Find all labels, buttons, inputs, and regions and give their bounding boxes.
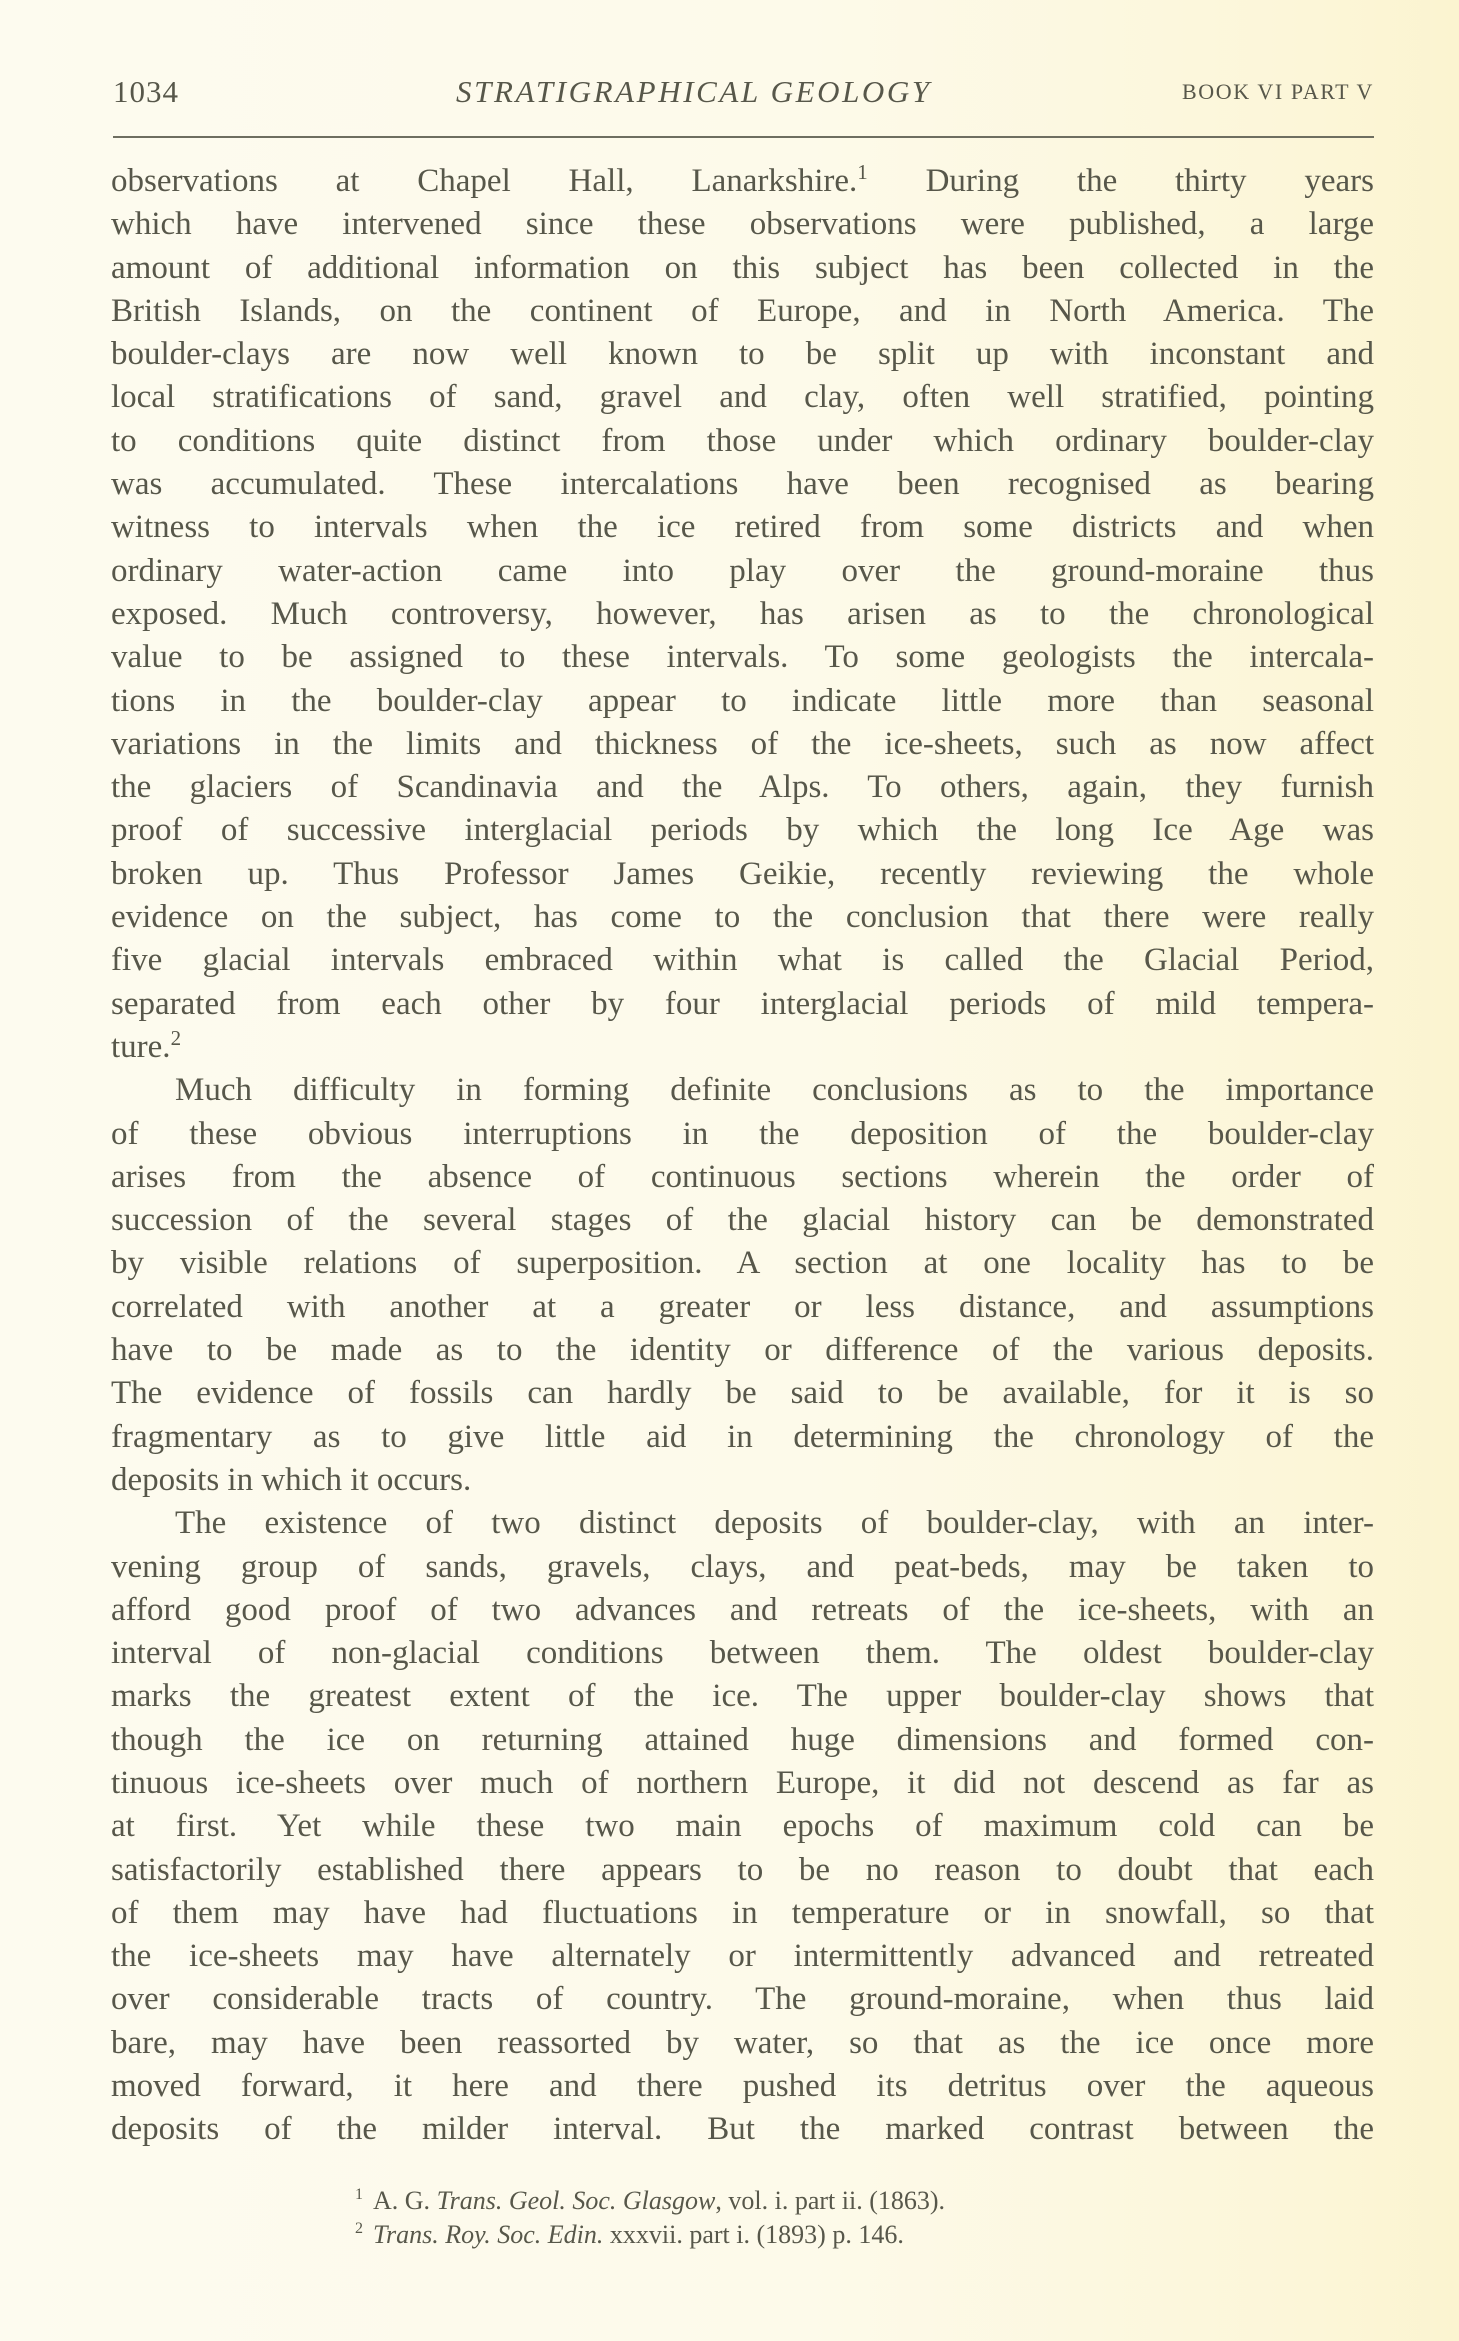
text-line: tinuous ice-sheets over much of northern Europe, it did not descend as far as bbox=[111, 1764, 1374, 1801]
text-line: was accumulated. These intercalations have been recognised as bearing bbox=[111, 466, 1374, 503]
footnote-1: $^1$ A. G. Trans. Geol. Soc. Glasgow, vol. i. part ii. (1863). bbox=[355, 2186, 946, 2215]
text-line: British Islands, on the continent of Europe, and in North America. The bbox=[111, 292, 1374, 329]
journal-title: Trans. Roy. Soc. Edin. bbox=[373, 2220, 604, 2249]
text-line: observations at Chapel Hall, Lanarkshire.$^1$ During the thirty years bbox=[111, 160, 1374, 199]
text-line: the ice-sheets may have alternately or intermittently advanced and retreated bbox=[111, 1938, 1374, 1975]
footnote-marker: 2 bbox=[355, 2220, 363, 2237]
text-line: have to be made as to the identity or difference of the various deposits. bbox=[111, 1332, 1374, 1369]
text-line: vening group of sands, gravels, clays, and peat-beds, may be taken to bbox=[111, 1548, 1374, 1585]
text-line: Much difficulty in forming definite conclusions as to the importance bbox=[175, 1072, 1374, 1109]
text-line: tions in the boulder-clay appear to indicate little more than seasonal bbox=[111, 682, 1374, 719]
text-line: of these obvious interruptions in the deposition of the boulder-clay bbox=[111, 1115, 1374, 1152]
text-line: proof of successive interglacial periods by which the long Ice Age was bbox=[111, 812, 1374, 849]
running-title: STRATIGRAPHICAL GEOLOGY bbox=[456, 74, 932, 109]
text-line: ordinary water-action came into play over the ground-moraine thus bbox=[111, 552, 1374, 589]
footnote-2: $^2$ Trans. Roy. Soc. Edin. xxxvii. part i. (1893) p. 146. bbox=[355, 2220, 904, 2249]
text-line: The evidence of fossils can hardly be said to be available, for it is so bbox=[111, 1375, 1374, 1412]
journal-title: Trans. Geol. Soc. Glasgow bbox=[436, 2186, 716, 2215]
text-line: interval of non-glacial conditions between them. The oldest boulder-clay bbox=[111, 1635, 1374, 1672]
text-line: evidence on the subject, has come to the conclusion that there were really bbox=[111, 899, 1374, 936]
text-line: to conditions quite distinct from those under which ordinary boulder-clay bbox=[111, 422, 1374, 459]
text-line: local stratifications of sand, gravel and clay, often well stratified, pointing bbox=[111, 379, 1374, 416]
text-line: at first. Yet while these two main epochs of maximum cold can be bbox=[111, 1808, 1374, 1845]
text-line: correlated with another at a greater or less distance, and assumptions bbox=[111, 1288, 1374, 1325]
text-line: moved forward, it here and there pushed its detritus over the aqueous bbox=[111, 2068, 1374, 2105]
text-line: bare, may have been reassorted by water, so that as the ice once more bbox=[111, 2024, 1374, 2061]
text-line: The existence of two distinct deposits of boulder-clay, with an inter- bbox=[175, 1505, 1374, 1542]
text-line: five glacial intervals embraced within what is called the Glacial Period, bbox=[111, 942, 1374, 979]
body-text bbox=[111, 160, 1374, 2152]
text-line: the glaciers of Scandinavia and the Alps. To others, again, they furnish bbox=[111, 769, 1374, 806]
text-line: amount of additional information on this subject has been collected in the bbox=[111, 249, 1374, 286]
text-line: deposits of the milder interval. But the marked contrast between the bbox=[111, 2111, 1374, 2148]
running-head bbox=[111, 74, 1374, 114]
footnote-ref-2[interactable]: 2 bbox=[170, 1025, 182, 1050]
text-line: boulder-clays are now well known to be split up with inconstant and bbox=[111, 336, 1374, 373]
text-line: over considerable tracts of country. The ground-moraine, when thus laid bbox=[111, 1981, 1374, 2018]
text-line: broken up. Thus Professor James Geikie, recently reviewing the whole bbox=[111, 855, 1374, 892]
text-line: arises from the absence of continuous sections wherein the order of bbox=[111, 1158, 1374, 1195]
text-line: which have intervened since these observations were published, a large bbox=[111, 206, 1374, 243]
text-line: variations in the limits and thickness of the ice-sheets, such as now affect bbox=[111, 725, 1374, 762]
footnote-ref-1[interactable]: 1 bbox=[857, 160, 868, 184]
text-line: witness to intervals when the ice retired from some districts and when bbox=[111, 509, 1374, 546]
text-line: exposed. Much controversy, however, has arisen as to the chronological bbox=[111, 595, 1374, 632]
text-line: ture.$^2$ bbox=[111, 1025, 182, 1065]
text-line: value to be assigned to these intervals. To some geologists the intercala- bbox=[111, 639, 1374, 676]
header-rule bbox=[113, 136, 1374, 138]
footnotes bbox=[355, 2184, 945, 2252]
text-line: satisfactorily established there appears to be no reason to doubt that each bbox=[111, 1851, 1374, 1888]
text-line: afford good proof of two advances and retreats of the ice-sheets, with an bbox=[111, 1591, 1374, 1628]
text-line: separated from each other by four interglacial periods of mild tempera- bbox=[111, 985, 1374, 1022]
footnote-marker: 1 bbox=[355, 2186, 363, 2203]
text-line: though the ice on returning attained huge dimensions and formed con- bbox=[111, 1721, 1374, 1758]
text-line: marks the greatest extent of the ice. The upper boulder-clay shows that bbox=[111, 1678, 1374, 1715]
text-line: fragmentary as to give little aid in determining the chronology of the bbox=[111, 1418, 1374, 1455]
text-line: succession of the several stages of the glacial history can be demonstrated bbox=[111, 1202, 1374, 1239]
book-part-label: BOOK VI PART V bbox=[1181, 79, 1374, 104]
text-line: deposits in which it occurs. bbox=[111, 1461, 472, 1498]
text-line: by visible relations of superposition. A section at one locality has to be bbox=[111, 1245, 1374, 1282]
text-line: of them may have had fluctuations in temperature or in snowfall, so that bbox=[111, 1894, 1374, 1931]
page-number: 1034 bbox=[113, 74, 179, 109]
